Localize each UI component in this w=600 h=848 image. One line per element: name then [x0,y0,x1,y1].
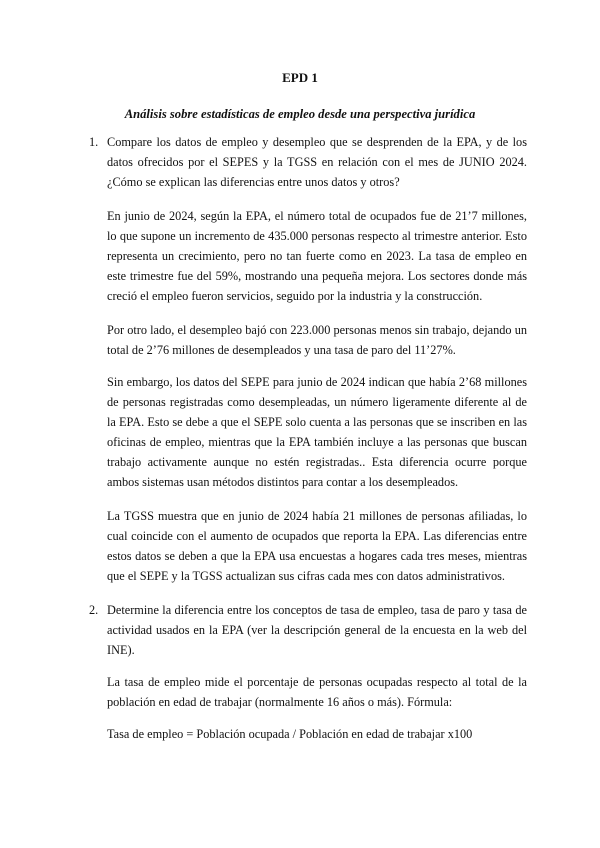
document-subtitle: Análisis sobre estadísticas de empleo desde una perspectiva jurídica [124,107,476,121]
question-2-number: 2. [89,603,99,617]
question-1-answer-paragraph-2: Por otro lado, el desempleo bajó con 223.000 personas menos sin trabajo, dejando un total de 2’76 millones de desempleados y una tasa de paro del 11’27%. [107,323,527,357]
question-2-answer-paragraph-1: La tasa de empleo mide el porcentaje de personas ocupadas respecto al total de la población en edad de trabajar (normalmente 16 años o más). Fórmula: [107,675,527,709]
employment-rate-formula: Tasa de empleo = Población ocupada / Población en edad de trabajar x100 [107,727,473,741]
question-1-number: 1. [89,135,99,149]
question-1-answer-paragraph-4: La TGSS muestra que en junio de 2024 había 21 millones de personas afiliadas, lo cual coincide con el aumento de ocupados que reporta la EPA. Las diferencias entre estos datos se deben a que la EPA usa encuestas a hogares cada tres meses, mientras que el SEPE y la TGSS actualizan sus cifras cada mes con datos administrativos. [107,509,527,583]
document-title: EPD 1 [282,70,318,85]
question-2-text: Determine la diferencia entre los conceptos de tasa de empleo, tasa de paro y tasa de actividad usados en la EPA (ver la descripción general de la encuesta en la web del INE). [107,603,527,657]
question-1-answer-paragraph-1: En junio de 2024, según la EPA, el número total de ocupados fue de 21’7 millones, lo que supone un incremento de 435.000 personas respecto al trimestre anterior. Esto representa un crecimiento, pero no tan fuerte como en 2023. La tasa de empleo en este trimestre fue del 59%, mostrando una pequeña mejora. Los sectores donde más creció el empleo fueron servicios, seguido por la industria y la construcción. [107,209,527,303]
question-1-answer-paragraph-3: Sin embargo, los datos del SEPE para junio de 2024 indican que había 2’68 millones de personas registradas como desempleadas, un número ligeramente diferente al de la EPA. Esto se debe a que el SEPE solo cuenta a las personas que se inscriben en las oficinas de empleo, mientras que la EPA también incluye a las personas que buscan trabajo activamente aunque no estén registradas.. Esta diferencia ocurre porque ambos sistemas usan métodos distintos para contar a los desempleados. [107,375,527,489]
question-1-text: Compare los datos de empleo y desempleo que se desprenden de la EPA, y de los datos ofrecidos por el SEPES y la TGSS en relación con el mes de JUNIO 2024. ¿Cómo se explican las diferencias entre unos datos y otros? [107,135,527,189]
